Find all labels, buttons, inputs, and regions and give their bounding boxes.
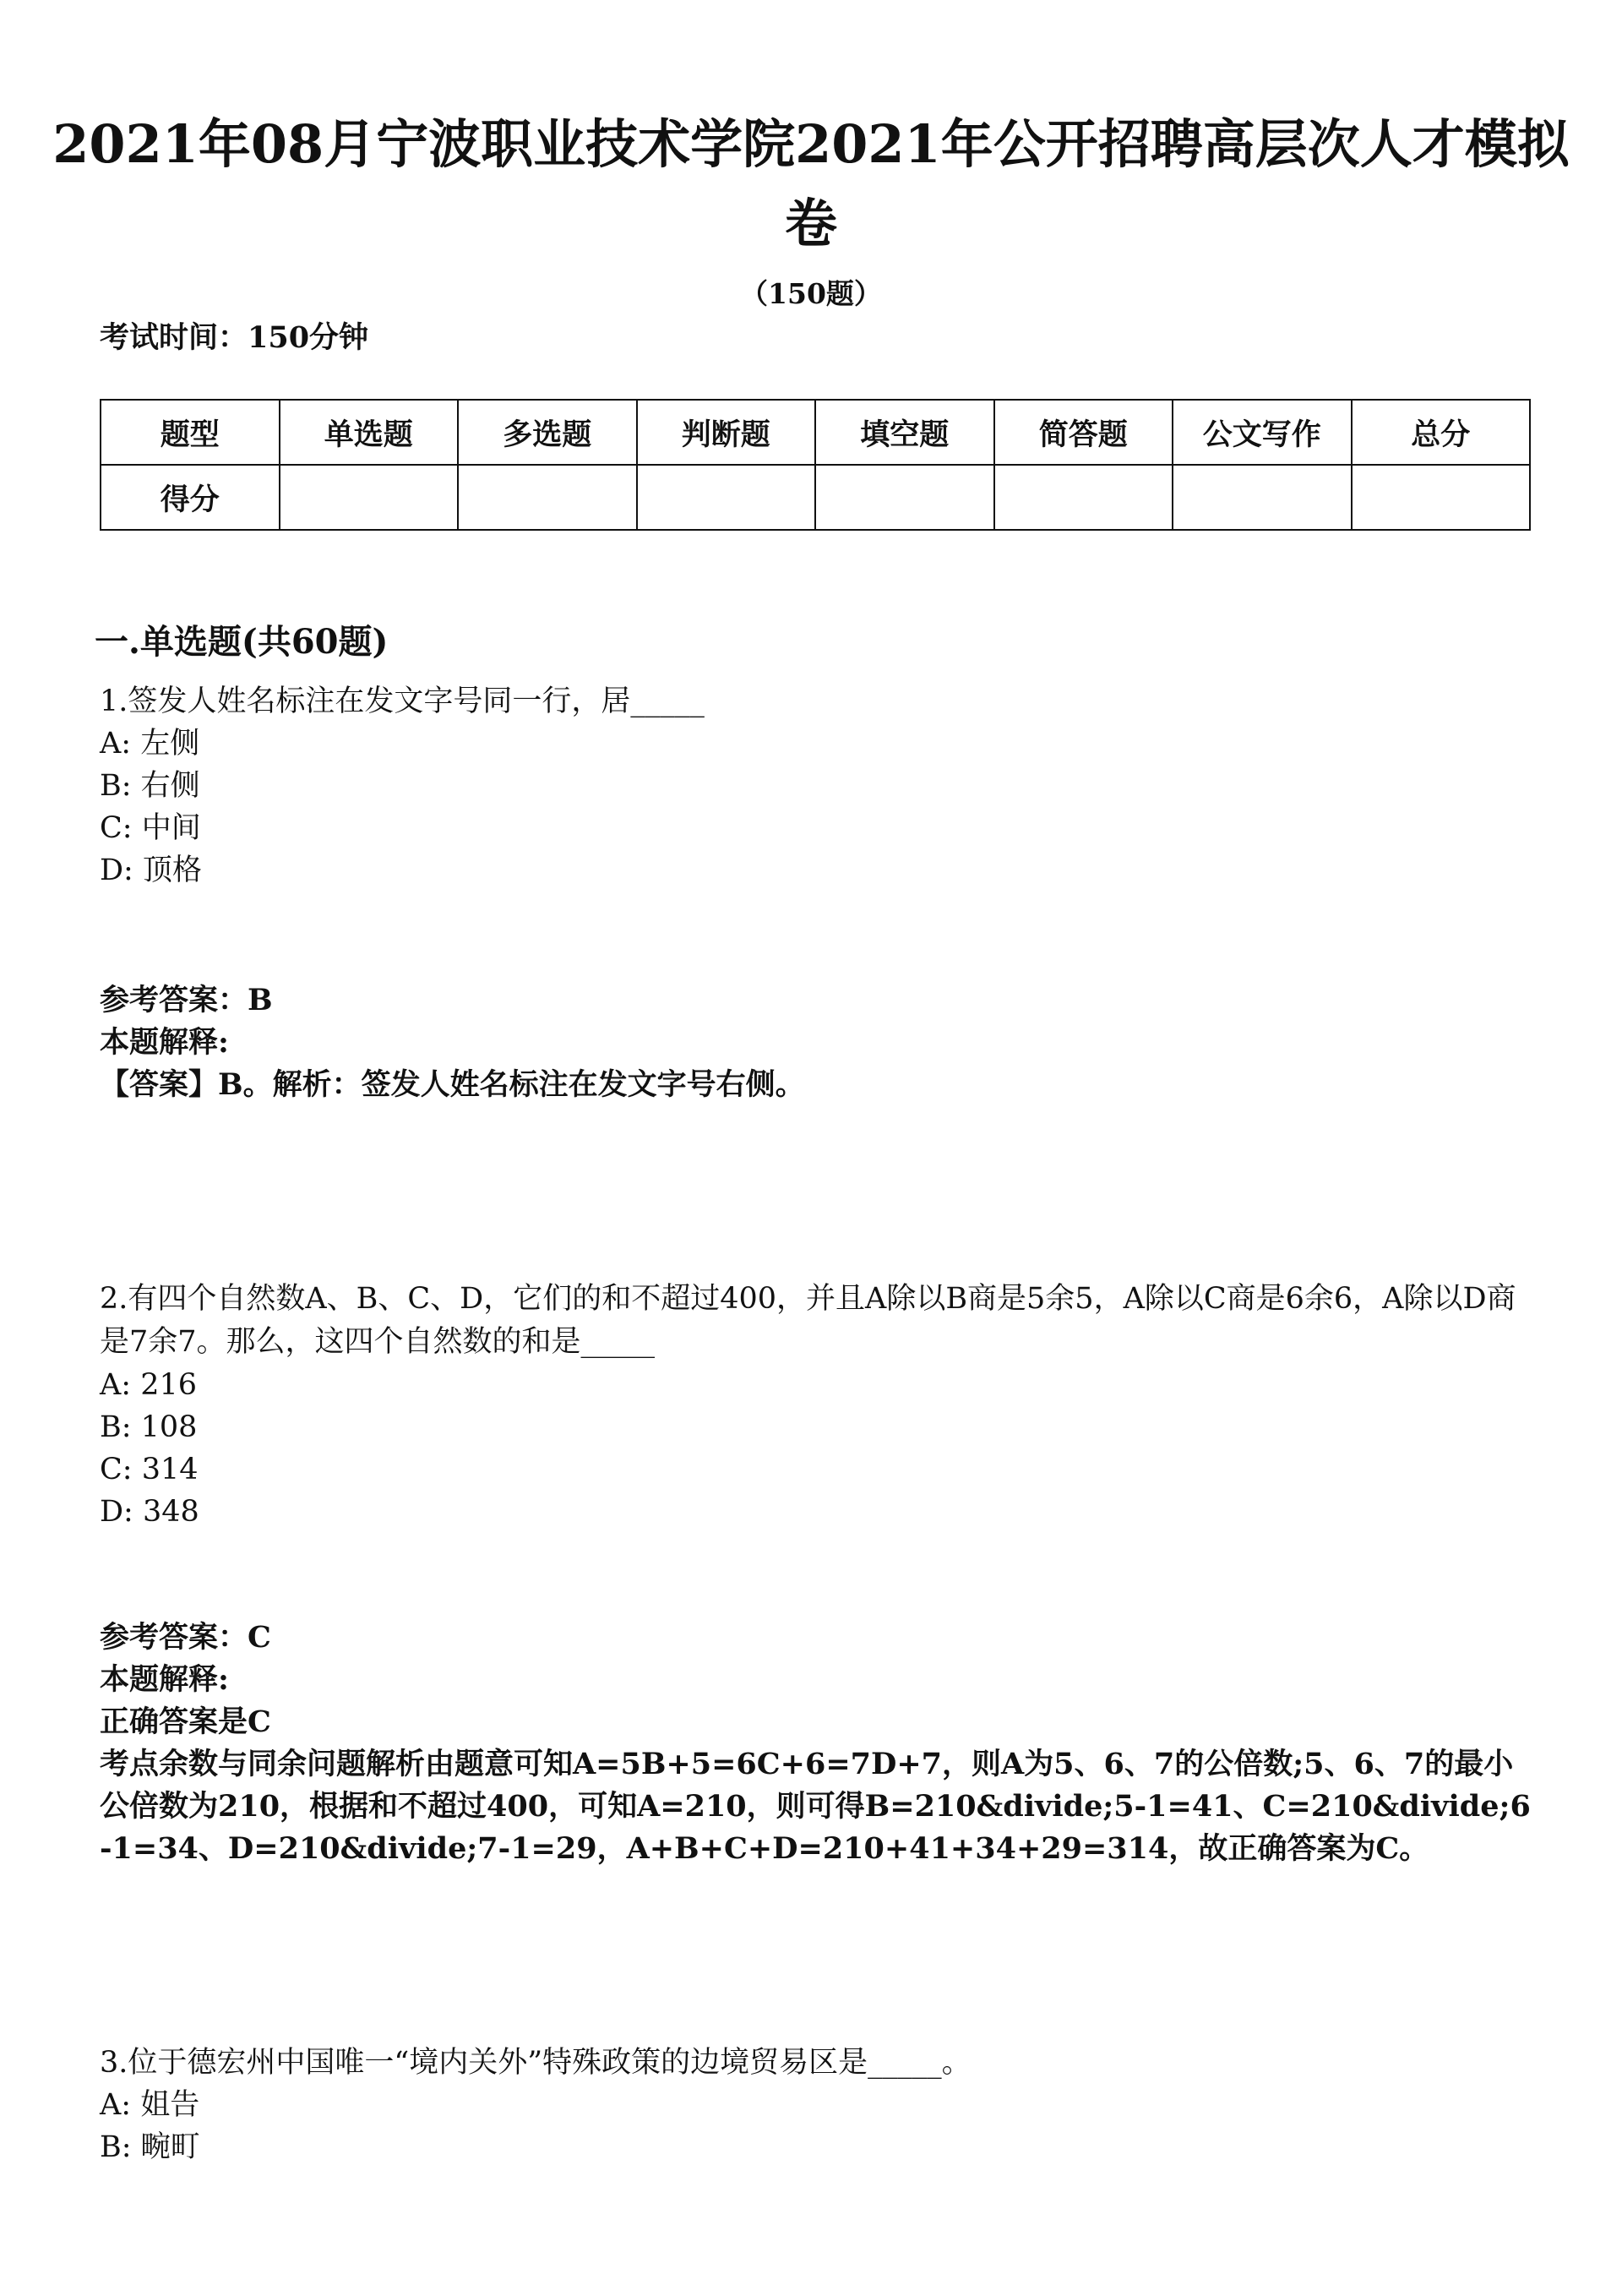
score-row-label: 得分 xyxy=(101,465,280,530)
score-header-cell: 判断题 xyxy=(637,400,816,465)
question-1-answer-block xyxy=(100,979,1536,1106)
question-3-stem-block xyxy=(100,2042,1536,2168)
question-2-stem-block xyxy=(100,1278,1536,1533)
score-cell xyxy=(1173,465,1352,530)
option-b: B: 右侧 xyxy=(100,769,200,803)
score-table xyxy=(100,399,1531,531)
score-table-score-row xyxy=(101,465,1530,530)
explanation-text: 正确答案是C xyxy=(100,1704,271,1739)
question-count: （150题） xyxy=(740,277,882,310)
score-header-cell: 题型 xyxy=(101,400,280,465)
score-cell xyxy=(1352,465,1531,530)
option-c: C: 314 xyxy=(100,1453,199,1486)
document-title: 2021年08月宁波职业技术学院2021年公开招聘高层次人才模拟卷 xyxy=(52,113,1570,254)
score-header-cell: 总分 xyxy=(1352,400,1531,465)
question-1-stem-block xyxy=(100,680,1536,892)
explanation-text: 考点余数与同余问题解析由题意可知A=5B+5=6C+6=7D+7，则A为5、6、7的公倍数;5、6、7的最小公倍数为210，根据和不超过400，可知A=210，则可得B=210&divide;5-1=41、C=210&divide;6-1=34、D=210&divide;7-1=29，A+B+C+D=210+41+34+29=314，故正确答案为C。 xyxy=(100,1747,1531,1866)
option-a: A: 216 xyxy=(100,1368,197,1402)
reference-answer: 参考答案：B xyxy=(100,983,273,1017)
exam-time: 考试时间：150分钟 xyxy=(100,320,369,355)
explanation-label: 本题解释: xyxy=(100,1662,229,1697)
explanation-text: 【答案】B。解析：签发人姓名标注在发文字号右侧。 xyxy=(100,1067,805,1102)
option-d: D: 顶格 xyxy=(100,854,202,887)
score-cell xyxy=(280,465,459,530)
score-cell xyxy=(458,465,637,530)
score-header-cell: 公文写作 xyxy=(1173,400,1352,465)
option-a: A: 姐告 xyxy=(100,2088,200,2122)
option-b: B: 畹町 xyxy=(100,2130,200,2164)
question-stem: 3.位于德宏州中国唯一“境内关外”特殊政策的边境贸易区是_____。 xyxy=(100,2046,972,2080)
option-a: A: 左侧 xyxy=(100,727,200,761)
score-header-cell: 填空题 xyxy=(815,400,994,465)
score-cell xyxy=(815,465,994,530)
section-title: 一.单选题(共60题) xyxy=(95,622,389,662)
score-cell xyxy=(994,465,1173,530)
score-header-cell: 简答题 xyxy=(994,400,1173,465)
option-b: B: 108 xyxy=(100,1410,198,1444)
reference-answer: 参考答案：C xyxy=(100,1620,271,1655)
score-table-header-row xyxy=(101,400,1530,465)
explanation-label: 本题解释: xyxy=(100,1025,229,1060)
option-d: D: 348 xyxy=(100,1495,199,1529)
score-header-cell: 多选题 xyxy=(458,400,637,465)
question-stem: 2.有四个自然数A、B、C、D，它们的和不超过400，并且A除以B商是5余5，A除以C商是6余6，A除以D商是7余7。那么，这四个自然数的和是_____ xyxy=(100,1282,1516,1359)
question-2-answer-block xyxy=(100,1617,1536,1870)
option-c: C: 中间 xyxy=(100,811,201,845)
question-stem: 1.签发人姓名标注在发文字号同一行，居_____ xyxy=(100,684,705,718)
score-cell xyxy=(637,465,816,530)
score-header-cell: 单选题 xyxy=(280,400,459,465)
